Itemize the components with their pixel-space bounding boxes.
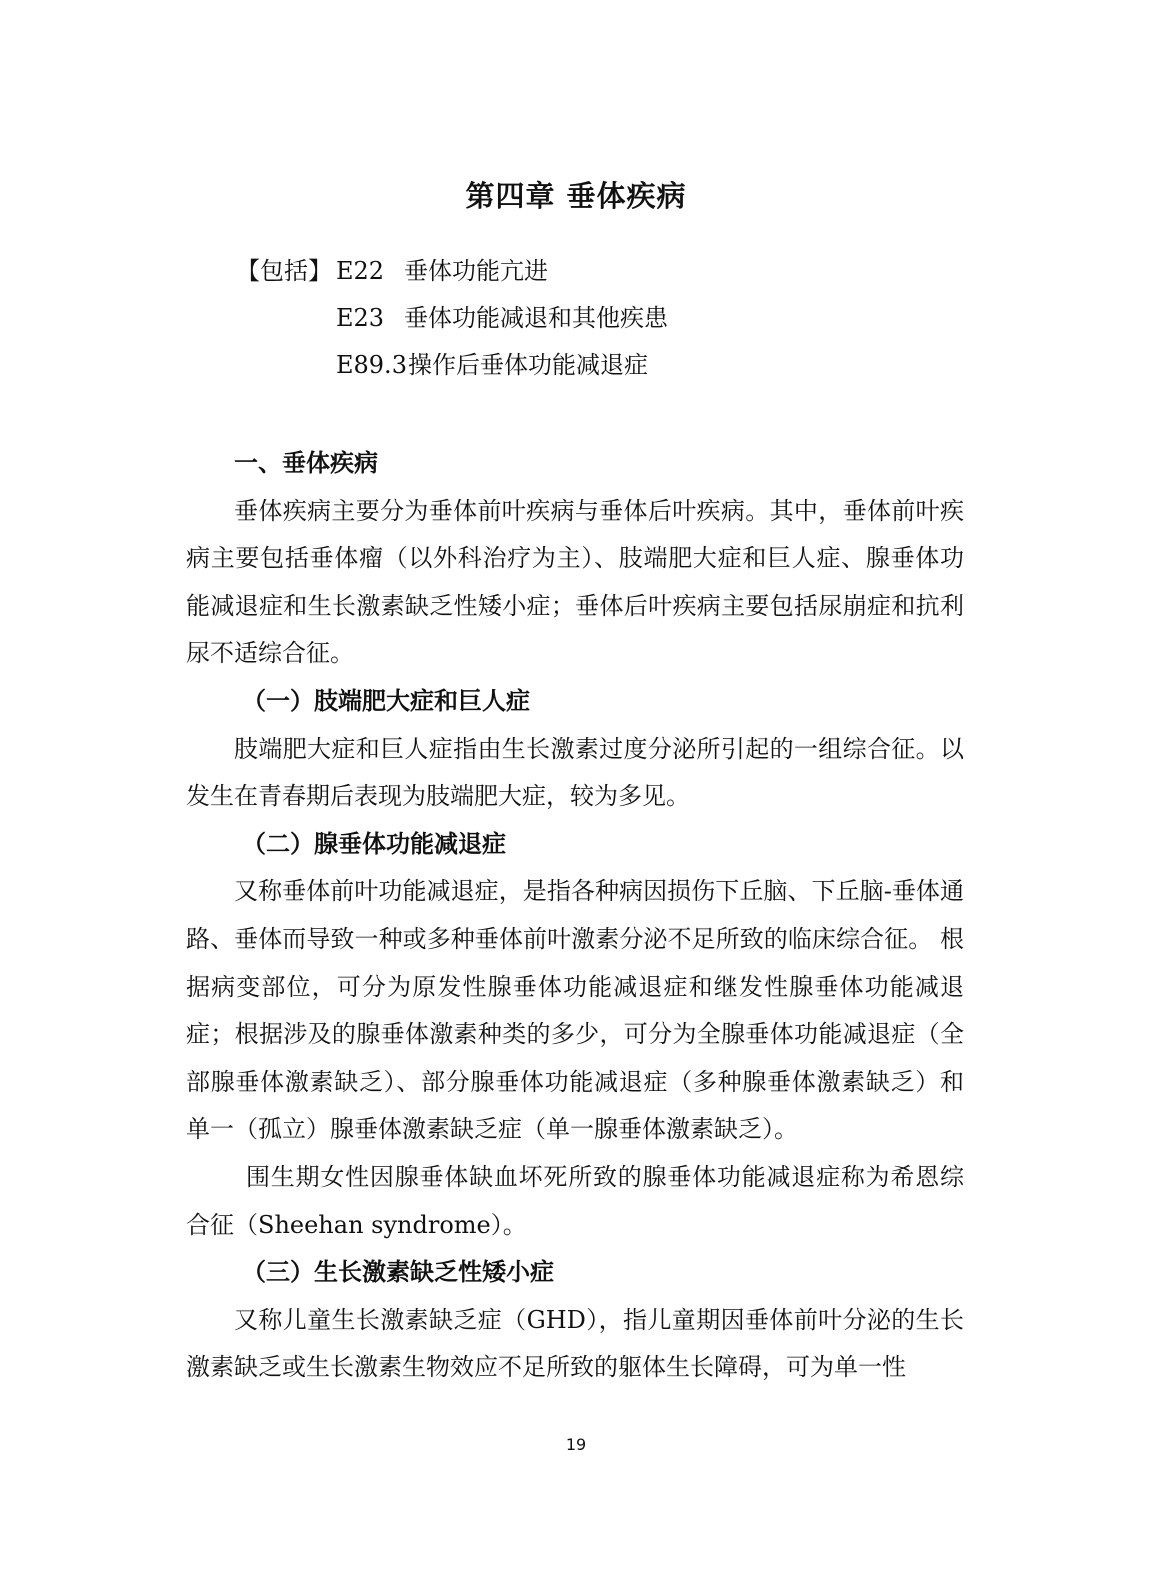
paragraph: 又称垂体前叶功能减退症，是指各种病因损伤下丘脑、下丘脑-垂体通路、垂体而导致一种或多种垂体前叶激素分泌不足所致的临床综合征。 根据病变部位，可分为原发性腺垂体功能减退症和继发性腺垂体功能减退症；根据涉及的腺垂体激素种类的多少，可分为全腺垂体功能减退症（全部腺垂体激素缺乏）、部分腺垂体功能减退症（多种腺垂体激素缺乏）和单一（孤立）腺垂体激素缺乏症（单一腺垂体激素缺乏）。 bbox=[186, 877, 964, 1144]
includes-block bbox=[236, 248, 668, 389]
include-row bbox=[236, 248, 668, 295]
subsection-heading: （一）肢端肥大症和巨人症 bbox=[242, 686, 530, 715]
chapter-title: 第四章 垂体疾病 bbox=[465, 179, 687, 213]
includes-label: 【包括】 bbox=[236, 257, 332, 285]
paragraph: 肢端肥大症和巨人症指由生长激素过度分泌所引起的一组综合征。以发生在青春期后表现为肢端肥大症，较为多见。 bbox=[186, 734, 964, 811]
paragraph: 围生期女性因腺垂体缺血坏死所致的腺垂体功能减退症称为希恩综合征（Sheehan syndrome）。 bbox=[186, 1162, 964, 1239]
include-text: 垂体功能减退和其他疾患 bbox=[404, 304, 668, 332]
include-text: 垂体功能亢进 bbox=[404, 257, 548, 285]
include-code: E89.3 bbox=[336, 351, 407, 379]
include-row bbox=[236, 295, 668, 342]
subsection-heading: （三）生长激素缺乏性矮小症 bbox=[242, 1258, 554, 1287]
include-row bbox=[236, 342, 668, 389]
include-code: E23 bbox=[336, 304, 385, 332]
paragraph: 又称儿童生长激素缺乏症（GHD），指儿童期因垂体前叶分泌的生长激素缺乏或生长激素生物效应不足所致的躯体生长障碍，可为单一性 bbox=[186, 1305, 964, 1382]
include-code: E22 bbox=[336, 257, 385, 285]
paragraph: 垂体疾病主要分为垂体前叶疾病与垂体后叶疾病。其中，垂体前叶疾病主要包括垂体瘤（以外科治疗为主）、肢端肥大症和巨人症、腺垂体功能减退症和生长激素缺乏性矮小症；垂体后叶疾病主要包括尿崩症和抗利尿不适综合征。 bbox=[186, 496, 964, 668]
subsection-heading: （二）腺垂体功能减退症 bbox=[242, 829, 506, 858]
body-text bbox=[186, 440, 964, 1392]
include-text: 操作后垂体功能减退症 bbox=[408, 351, 648, 379]
section-heading: 一、垂体疾病 bbox=[234, 449, 378, 477]
page-number: 19 bbox=[565, 1435, 587, 1454]
